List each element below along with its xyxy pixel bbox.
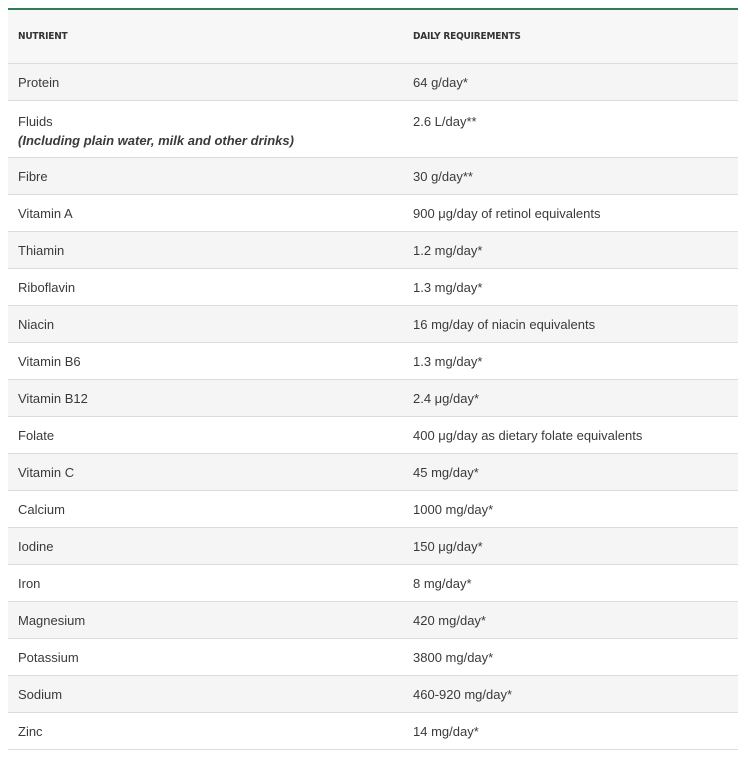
table-row bbox=[8, 417, 738, 454]
table-row bbox=[8, 195, 738, 232]
nutrient-cell: Riboflavin bbox=[18, 279, 76, 295]
nutrient-cell: Vitamin C bbox=[18, 464, 75, 480]
nutrient-cell: Magnesium bbox=[18, 612, 86, 628]
requirement-cell: 1.3 mg/day* bbox=[413, 279, 483, 295]
table-row bbox=[8, 158, 738, 195]
nutrient-cell: Vitamin A bbox=[18, 205, 73, 221]
requirement-cell: 150 μg/day* bbox=[413, 538, 483, 554]
table-row bbox=[8, 343, 738, 380]
nutrient-cell: Sodium bbox=[18, 686, 63, 702]
requirement-cell: 8 mg/day* bbox=[413, 575, 472, 591]
table-row bbox=[8, 676, 738, 713]
table-row bbox=[8, 639, 738, 676]
nutrient-cell: Thiamin bbox=[18, 242, 65, 258]
table-row bbox=[8, 101, 738, 158]
table-row bbox=[8, 565, 738, 602]
requirement-cell: 2.6 L/day** bbox=[413, 114, 477, 129]
requirement-cell: 2.4 μg/day* bbox=[413, 390, 480, 406]
table-row bbox=[8, 713, 738, 750]
table-row bbox=[8, 602, 738, 639]
requirement-cell: 64 g/day* bbox=[413, 74, 468, 90]
column-header-daily-requirements: DAILY REQUIREMENTS bbox=[413, 31, 521, 42]
table-row bbox=[8, 306, 738, 343]
table-row bbox=[8, 269, 738, 306]
requirement-cell: 1.3 mg/day* bbox=[413, 353, 483, 369]
table-row bbox=[8, 454, 738, 491]
table-row bbox=[8, 491, 738, 528]
nutrient-cell: Calcium bbox=[18, 501, 65, 517]
nutrient-cell: Protein bbox=[18, 74, 60, 90]
requirement-cell: 3800 mg/day* bbox=[413, 649, 494, 665]
requirement-cell: 14 mg/day* bbox=[413, 723, 479, 739]
nutrient-cell: Folate bbox=[18, 427, 55, 443]
requirement-cell: 16 mg/day of niacin equivalents bbox=[413, 316, 596, 332]
table-header-row bbox=[8, 10, 738, 64]
requirement-cell: 30 g/day** bbox=[413, 168, 473, 184]
nutrient-cell: Iron bbox=[18, 575, 41, 591]
nutrient-note: (Including plain water, milk and other drinks) bbox=[18, 133, 294, 148]
nutrient-table bbox=[8, 8, 738, 750]
requirement-cell: 45 mg/day* bbox=[413, 464, 479, 480]
requirement-cell: 460-920 mg/day* bbox=[413, 686, 513, 702]
nutrient-cell bbox=[18, 112, 413, 150]
nutrient-name: Fluids bbox=[18, 114, 53, 129]
nutrient-cell: Fibre bbox=[18, 168, 48, 184]
requirement-cell: 400 μg/day as dietary folate equivalents bbox=[413, 427, 643, 443]
table-row bbox=[8, 64, 738, 101]
nutrient-cell: Potassium bbox=[18, 649, 79, 665]
table-row bbox=[8, 380, 738, 417]
table-row bbox=[8, 528, 738, 565]
table-row bbox=[8, 232, 738, 269]
nutrient-cell: Vitamin B6 bbox=[18, 353, 81, 369]
requirement-cell: 1000 mg/day* bbox=[413, 501, 494, 517]
nutrient-cell: Iodine bbox=[18, 538, 54, 554]
requirement-cell: 420 mg/day* bbox=[413, 612, 486, 628]
column-header-nutrient: NUTRIENT bbox=[18, 31, 68, 42]
nutrient-cell: Niacin bbox=[18, 316, 55, 332]
requirement-cell: 900 μg/day of retinol equivalents bbox=[413, 205, 601, 221]
nutrient-cell: Vitamin B12 bbox=[18, 390, 88, 406]
nutrient-cell: Zinc bbox=[18, 723, 43, 739]
requirement-cell: 1.2 mg/day* bbox=[413, 242, 483, 258]
